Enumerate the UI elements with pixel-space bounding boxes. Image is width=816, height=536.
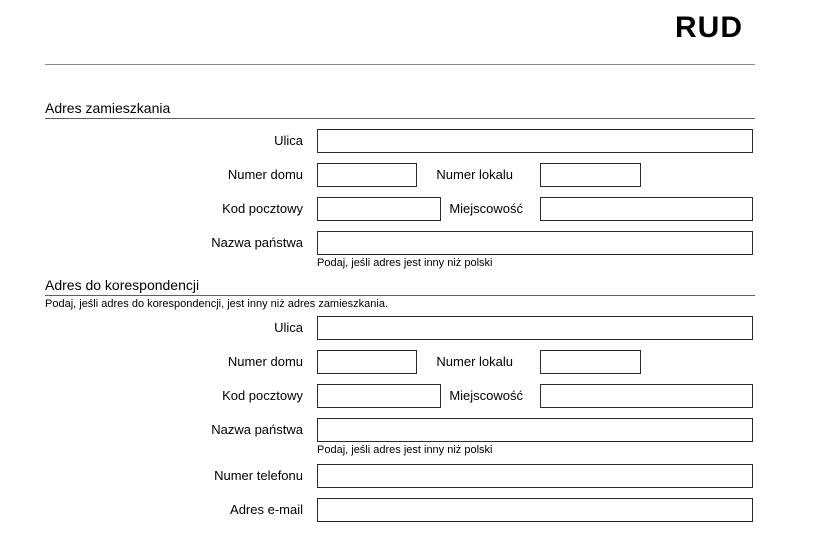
section-title-correspondence-address: Adres do korespondencji <box>45 278 755 296</box>
correspondence-address-fields <box>45 316 755 522</box>
correspondence-apartment-number-label: Numer lokalu <box>436 354 513 369</box>
header-divider <box>45 64 755 65</box>
header <box>45 0 755 47</box>
residence-apartment-number-label: Numer lokalu <box>436 167 513 182</box>
correspondence-street-label: Ulica <box>274 320 303 335</box>
residence-street-row <box>45 129 755 153</box>
email-row <box>45 498 755 522</box>
correspondence-street-row <box>45 316 755 340</box>
correspondence-house-number-label: Numer domu <box>227 354 303 369</box>
residence-house-number-label: Numer domu <box>227 167 303 182</box>
phone-number-label: Numer telefonu <box>214 468 303 483</box>
correspondence-city-label: Miejscowość <box>449 388 523 403</box>
correspondence-country-input[interactable] <box>317 418 753 442</box>
section-title-residence-address: Adres zamieszkania <box>45 101 755 119</box>
residence-country-hint: Podaj, jeśli adres jest inny niż polski <box>317 257 493 269</box>
correspondence-address-hint: Podaj, jeśli adres do korespondencji, jest inny niż adres zamieszkania. <box>45 298 389 310</box>
correspondence-country-label: Nazwa państwa <box>211 422 303 437</box>
form-title: RUD <box>675 11 743 44</box>
residence-house-number-input[interactable] <box>317 163 417 187</box>
correspondence-house-apartment-row <box>45 350 755 374</box>
phone-row <box>45 464 755 488</box>
residence-apartment-number-input[interactable] <box>540 163 641 187</box>
residence-postal-code-label: Kod pocztowy <box>222 201 303 216</box>
correspondence-postal-code-label: Kod pocztowy <box>222 388 303 403</box>
residence-street-label: Ulica <box>274 133 303 148</box>
residence-address-fields <box>45 129 755 269</box>
correspondence-country-row <box>45 418 755 442</box>
residence-street-input[interactable] <box>317 129 753 153</box>
email-input[interactable] <box>317 498 753 522</box>
correspondence-house-number-input[interactable] <box>317 350 417 374</box>
correspondence-postal-city-row <box>45 384 755 408</box>
email-label: Adres e-mail <box>230 502 303 517</box>
residence-city-input[interactable] <box>540 197 753 221</box>
phone-number-input[interactable] <box>317 464 753 488</box>
form-content <box>45 0 755 522</box>
residence-postal-city-row <box>45 197 755 221</box>
correspondence-apartment-number-input[interactable] <box>540 350 641 374</box>
residence-country-row <box>45 231 755 255</box>
residence-house-apartment-row <box>45 163 755 187</box>
residence-country-input[interactable] <box>317 231 753 255</box>
residence-postal-code-input[interactable] <box>317 197 441 221</box>
correspondence-city-input[interactable] <box>540 384 753 408</box>
residence-country-label: Nazwa państwa <box>211 235 303 250</box>
correspondence-street-input[interactable] <box>317 316 753 340</box>
correspondence-country-hint: Podaj, jeśli adres jest inny niż polski <box>317 444 493 456</box>
residence-city-label: Miejscowość <box>449 201 523 216</box>
correspondence-postal-code-input[interactable] <box>317 384 441 408</box>
